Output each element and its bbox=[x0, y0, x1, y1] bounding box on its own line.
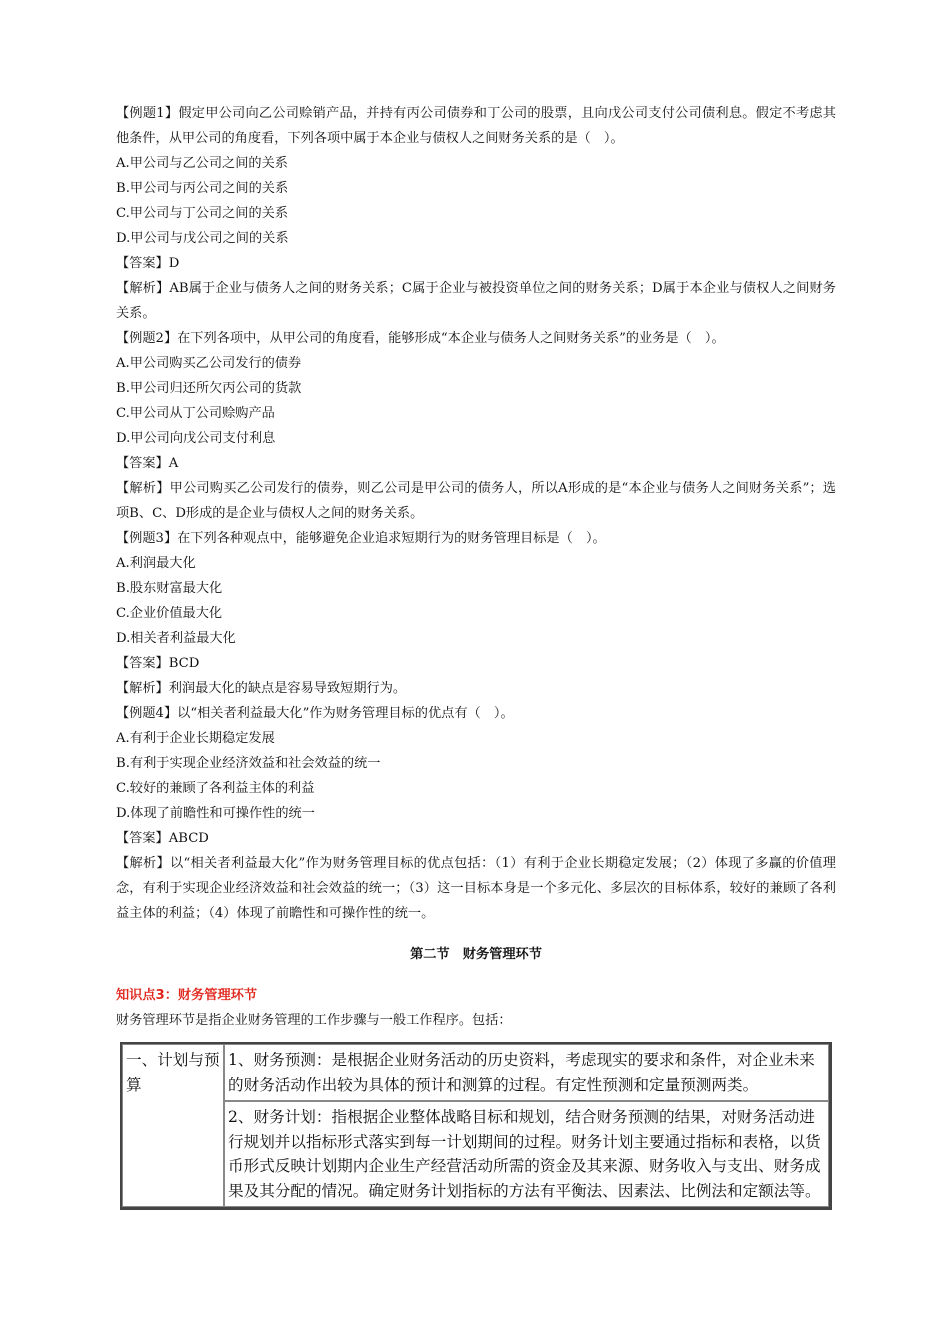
example-3-analysis: 【解析】利润最大化的缺点是容易导致短期行为。 bbox=[116, 681, 407, 696]
example-3-answer: 【答案】BCD bbox=[116, 656, 200, 671]
example-3-option-a: A.利润最大化 bbox=[116, 556, 196, 571]
document-content bbox=[116, 101, 836, 1033]
knowledge-point-intro: 财务管理环节是指企业财务管理的工作步骤与一般工作程序。包括： bbox=[116, 1013, 512, 1028]
table-category-cell: 一、计划与预算 bbox=[122, 1044, 224, 1207]
example-3 bbox=[116, 526, 836, 701]
example-2-answer: 【答案】A bbox=[116, 456, 179, 471]
example-4-option-a: A.有利于企业长期稳定发展 bbox=[116, 731, 275, 746]
example-1 bbox=[116, 101, 836, 326]
table-cell-plan: 2、财务计划：指根据企业整体战略目标和规划，结合财务预测的结果，对财务活动进行规划并以指标形式落实到每一计划期间的过程。财务计划主要通过指标和表格，以货币形式反映计划期内企业生产经营活动所需的资金及其来源、财务收入与支出、财务成果及其分配的情况。确定财务计划指标的方法有平衡法、因素法、比例法和定额法等。 bbox=[224, 1101, 829, 1207]
example-4-option-c: C.较好的兼顾了各利益主体的利益 bbox=[116, 781, 315, 796]
example-4-question: 【例题4】以“相关者利益最大化”作为财务管理目标的优点有（ ）。 bbox=[116, 706, 514, 721]
example-2-option-c: C.甲公司从丁公司赊购产品 bbox=[116, 406, 275, 421]
example-2-analysis: 【解析】甲公司购买乙公司发行的债券，则乙公司是甲公司的债务人，所以A形成的是“本企业与债务人之间财务关系”；选项B、C、D形成的是企业与债权人之间的财务关系。 bbox=[116, 481, 836, 521]
example-4-analysis: 【解析】以“相关者利益最大化”作为财务管理目标的优点包括：（1）有利于企业长期稳定发展；（2）体现了多赢的价值理念，有利于实现企业经济效益和社会效益的统一；（3）这一目标本身是一个多元化、多层次的目标体系，较好的兼顾了各利益主体的利益；（4）体现了前瞻性和可操作性的统一。 bbox=[116, 856, 836, 921]
example-2-question: 【例题2】在下列各项中，从甲公司的角度看，能够形成“本企业与债务人之间财务关系”的业务是（ ）。 bbox=[116, 331, 725, 346]
example-3-option-d: D.相关者利益最大化 bbox=[116, 631, 236, 646]
example-2-option-d: D.甲公司向戊公司支付利息 bbox=[116, 431, 276, 446]
planning-budget-table bbox=[120, 1042, 832, 1210]
example-4-option-d: D.体现了前瞻性和可操作性的统一 bbox=[116, 806, 315, 821]
table-row bbox=[122, 1101, 829, 1207]
example-3-option-c: C.企业价值最大化 bbox=[116, 606, 223, 621]
example-2 bbox=[116, 326, 836, 526]
example-2-option-a: A.甲公司购买乙公司发行的债券 bbox=[116, 356, 302, 371]
table-cell-forecast: 1、财务预测：是根据企业财务活动的历史资料，考虑现实的要求和条件，对企业未来的财务活动作出较为具体的预计和测算的过程。有定性预测和定量预测两类。 bbox=[224, 1044, 829, 1101]
example-3-option-b: B.股东财富最大化 bbox=[116, 581, 223, 596]
example-1-question: 【例题1】假定甲公司向乙公司赊销产品，并持有丙公司债券和丁公司的股票，且向戊公司支付公司债利息。假定不考虑其他条件，从甲公司的角度看，下列各项中属于本企业与债权人之间财务关系的是（ ）。 bbox=[116, 106, 836, 146]
knowledge-point-title: 知识点3：财务管理环节 bbox=[116, 988, 258, 1003]
example-1-analysis: 【解析】AB属于企业与债务人之间的财务关系；C属于企业与被投资单位之间的财务关系；D属于本企业与债权人之间财务关系。 bbox=[116, 281, 836, 321]
section-title: 第二节 财务管理环节 bbox=[410, 947, 542, 962]
example-4-answer: 【答案】ABCD bbox=[116, 831, 209, 846]
example-4-option-b: B.有利于实现企业经济效益和社会效益的统一 bbox=[116, 756, 381, 771]
example-1-answer: 【答案】D bbox=[116, 256, 180, 271]
example-2-option-b: B.甲公司归还所欠丙公司的货款 bbox=[116, 381, 302, 396]
example-1-option-a: A.甲公司与乙公司之间的关系 bbox=[116, 156, 288, 171]
example-1-option-b: B.甲公司与丙公司之间的关系 bbox=[116, 181, 289, 196]
example-1-option-d: D.甲公司与戊公司之间的关系 bbox=[116, 231, 289, 246]
example-3-question: 【例题3】在下列各种观点中，能够避免企业追求短期行为的财务管理目标是（ ）。 bbox=[116, 531, 606, 546]
example-1-option-c: C.甲公司与丁公司之间的关系 bbox=[116, 206, 289, 221]
example-4 bbox=[116, 701, 836, 926]
table-row bbox=[122, 1044, 829, 1101]
